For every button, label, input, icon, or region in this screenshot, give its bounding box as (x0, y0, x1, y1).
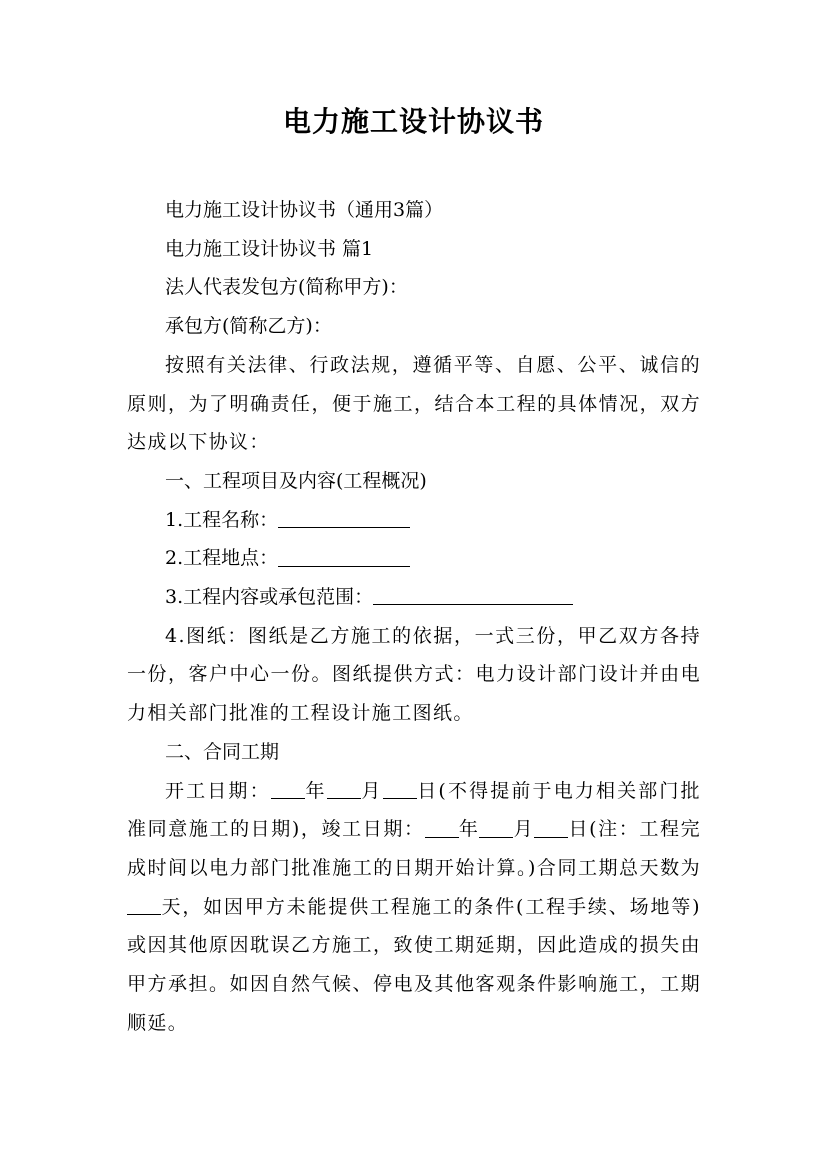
total-days-blank (127, 895, 161, 915)
subtitle: 电力施工设计协议书（通用3篇） (165, 199, 444, 221)
end-note: (注：工程完成时间以电力部门批准施工的日期开始计算。)合同工期总天数为 (127, 818, 701, 879)
start-month-blank (327, 779, 361, 799)
document-title: 电力施工设计协议书 (282, 105, 544, 138)
start-day-unit: 日 (416, 779, 439, 802)
end-month-unit: 月 (513, 818, 535, 841)
end-year-blank (425, 818, 459, 838)
project-location-blank (278, 547, 410, 567)
item3-label: 3.工程内容或承包范围： (165, 586, 374, 609)
end-month-blank (479, 818, 513, 838)
item1-line (127, 501, 701, 540)
project-scope-blank (373, 585, 573, 605)
start-month-unit: 月 (360, 779, 383, 802)
preamble-paragraph: 按照有关法律、行政法规，遵循平等、自愿、公平、诚信的原则，为了明确责任，便于施工，结合本工程的具体情况，双方达成以下协议： (127, 353, 701, 454)
item3-line (127, 578, 701, 617)
item2-label: 2.工程地点： (165, 547, 279, 570)
section1-heading: 一、工程项目及内容(工程概况) (165, 469, 427, 492)
party-a-line: 法人代表发包方(简称甲方)： (165, 276, 408, 299)
start-date-label: 开工日期： (165, 779, 271, 802)
project-name-blank (278, 508, 410, 528)
start-note: (不得提前于电力相关部门批准同意施工的日期)，竣工日期： (127, 779, 701, 841)
days-unit: 天 (161, 895, 183, 918)
end-day-unit: 日 (568, 818, 590, 841)
section2-heading: 二、合同工期 (165, 740, 280, 763)
period-tail: ，如因甲方未能提供工程施工的条件(工程手续、场地等)或因其他原因耽误乙方施工，致使工期延期，因此造成的损失由甲方承担。如因自然气候、停电及其他客观条件影响施工，工期顺延。 (127, 895, 701, 1034)
item1-label: 1.工程名称： (165, 508, 279, 531)
end-year-unit: 年 (458, 818, 480, 841)
item4-paragraph: 4.图纸：图纸是乙方施工的依据，一式三份，甲乙双方各持一份，客户中心一份。图纸提供方式：电力设计部门设计并由电力相关部门批准的工程设计施工图纸。 (127, 624, 701, 725)
party-b-line: 承包方(简称乙方)： (165, 315, 332, 338)
end-day-blank (534, 818, 568, 838)
start-day-blank (383, 779, 417, 799)
start-year-unit: 年 (304, 779, 327, 802)
part-heading: 电力施工设计协议书 篇1 (165, 237, 374, 260)
document-body (127, 191, 701, 1042)
start-year-blank (271, 779, 305, 799)
item2-line (127, 539, 701, 578)
period-paragraph (127, 772, 701, 1043)
